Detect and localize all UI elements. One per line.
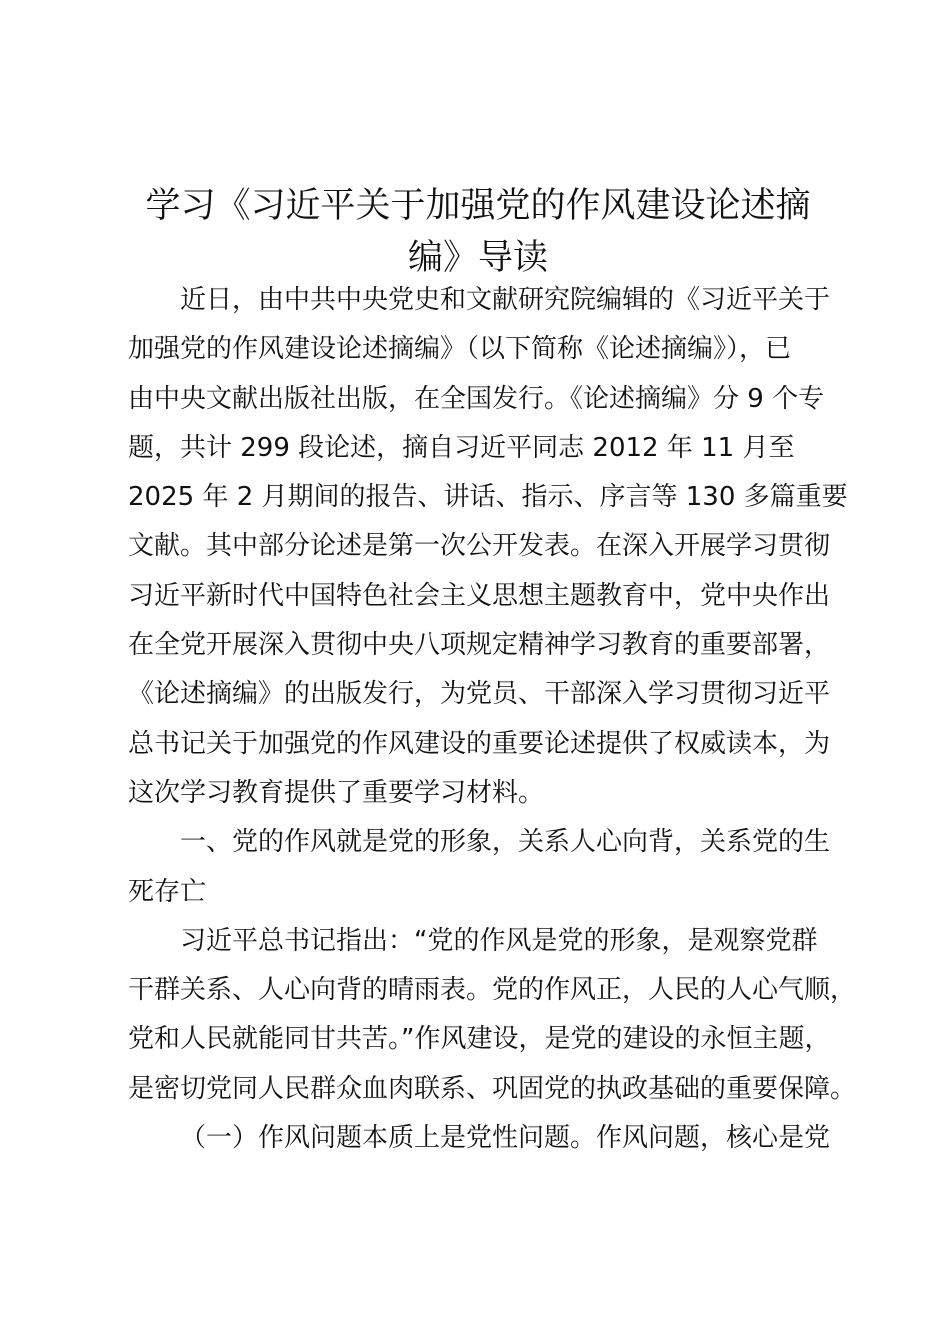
paragraph-line: 2025 年 2 月期间的报告、讲话、指示、序言等 130 多篇重要 — [128, 482, 848, 513]
paragraph-line: 在全党开展深入贯彻中央八项规定精神学习教育的重要部署， — [128, 630, 831, 661]
paragraph-line: 《论述摘编》的出版发行，为党员、干部深入学习贯彻习近平 — [128, 679, 831, 710]
title-line-1: 学习《习近平关于加强党的作风建设论述摘 — [145, 186, 811, 226]
paragraph-line: 加强党的作风建设论述摘编》（以下简称《论述摘编》），已 — [128, 334, 792, 365]
paragraph-line: 这次学习教育提供了重要学习材料。 — [128, 777, 545, 808]
title-line-2: 编》导读 — [407, 238, 548, 278]
paragraph-line: 习近平总书记指出：“党的作风是党的形象，是观察党群 — [180, 925, 818, 956]
paragraph-line: 近日，由中共中央党史和文献研究院编辑的《习近平关于 — [180, 285, 831, 315]
subsection-line: （一）作风问题本质上是党性问题。作风问题，核心是党 — [180, 1123, 831, 1154]
paragraph-line: 由中央文献出版社出版，在全国发行。《论述摘编》分 9 个专 — [128, 383, 825, 414]
paragraph-line: 党和人民就能同甘共苦。”作风建设，是党的建设的永恒主题， — [128, 1024, 831, 1055]
document-body — [128, 276, 857, 1163]
document-title — [128, 180, 828, 284]
paragraph-line: 文献。其中部分论述是第一次公开发表。在深入开展学习贯彻 — [128, 531, 831, 562]
paragraph-line: 是密切党同人民群众血肉联系、巩固党的执政基础的重要保障。 — [128, 1073, 857, 1104]
paragraph-line: 总书记关于加强党的作风建设的重要论述提供了权威读本，为 — [128, 728, 831, 759]
section-heading-line: 死存亡 — [128, 876, 207, 907]
paragraph-line: 干群关系、人心向背的晴雨表。党的作风正，人民的人心气顺， — [128, 975, 857, 1006]
paragraph-line: 题，共计 299 段论述，摘自习近平同志 2012 年 11 月至 — [128, 432, 795, 463]
paragraph-line: 习近平新时代中国特色社会主义思想主题教育中，党中央作出 — [128, 580, 831, 611]
section-heading-line: 一、党的作风就是党的形象，关系人心向背，关系党的生 — [180, 827, 831, 858]
